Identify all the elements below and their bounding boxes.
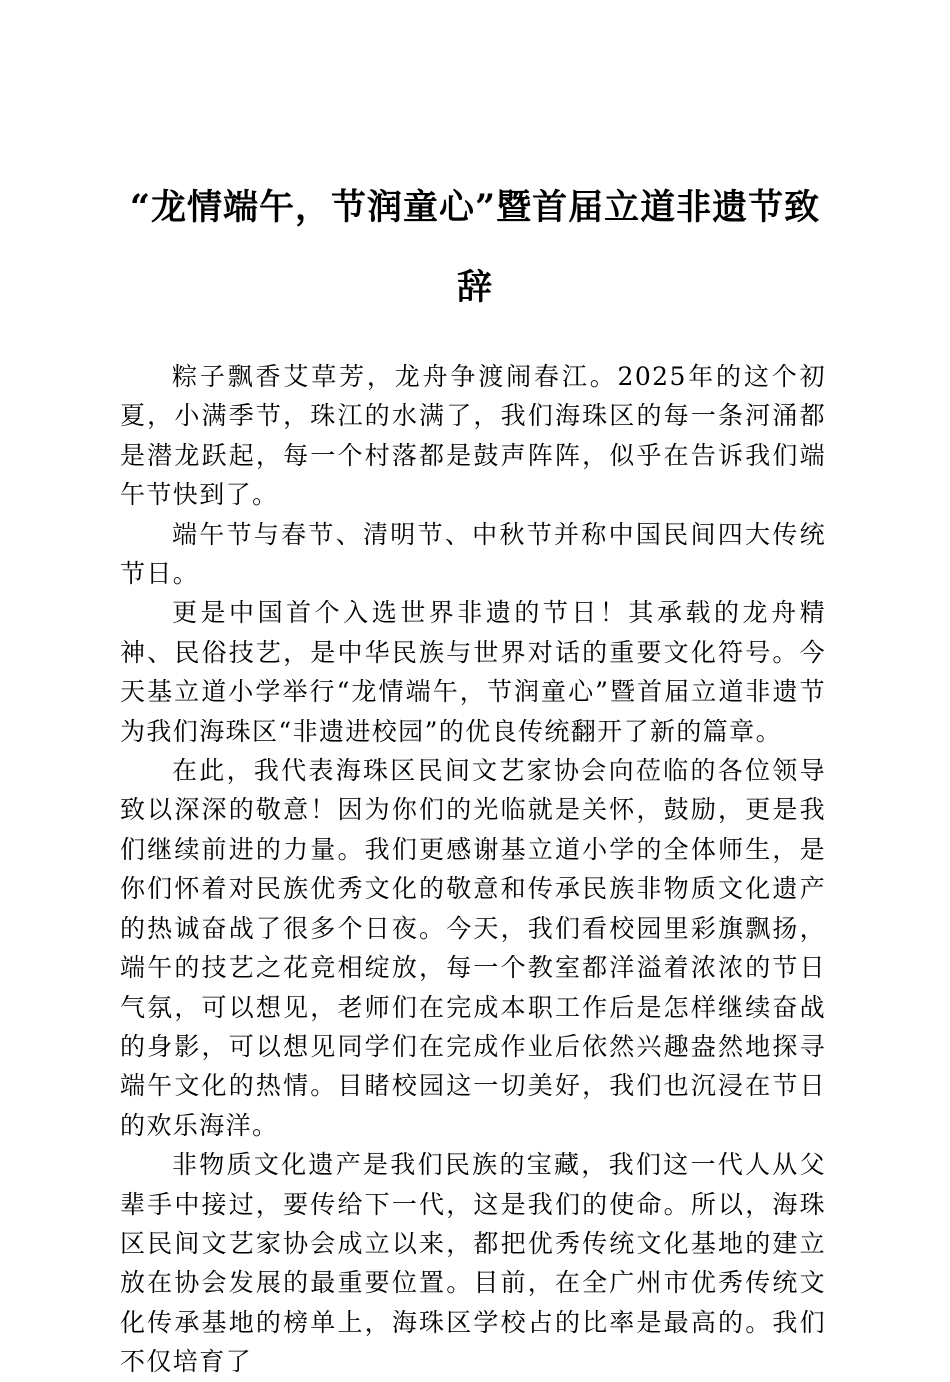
paragraph: 端午节与春节、清明节、中秋节并称中国民间四大传统节日。 xyxy=(120,519,826,589)
document-body xyxy=(120,357,826,1382)
paragraph: 更是中国首个入选世界非遗的节日！其承载的龙舟精神、民俗技艺，是中华民族与世界对话的重要文化符号。今天基立道小学举行“龙情端午，节润童心”暨首届立道非遗节为我们海珠区“非遗进校园”的优良传统翻开了新的篇章。 xyxy=(120,598,826,746)
document-title: “龙情端午，节润童心”暨首届立道非遗节致辞 xyxy=(129,187,821,308)
paragraph: 非物质文化遗产是我们民族的宝藏，我们这一代人从父辈手中接过，要传给下一代，这是我们的使命。所以，海珠区民间文艺家协会成立以来，都把优秀传统文化基地的建立放在协会发展的最重要位置。目前，在全广州市优秀传统文化传承基地的榜单上，海珠区学校占的比率是最高的。我们不仅培育了 xyxy=(120,1150,826,1377)
paragraph: 粽子飘香艾草芳，龙舟争渡闹春江。2025年的这个初夏，小满季节，珠江的水满了，我们海珠区的每一条河涌都是潜龙跃起，每一个村落都是鼓声阵阵，似乎在告诉我们端午节快到了。 xyxy=(120,362,826,510)
paragraph: 在此，我代表海珠区民间文艺家协会向莅临的各位领导致以深深的敬意！因为你们的光临就是关怀，鼓励，更是我们继续前进的力量。我们更感谢基立道小学的全体师生，是你们怀着对民族优秀文化的敬意和传承民族非物质文化遗产的热诚奋战了很多个日夜。今天，我们看校园里彩旗飘扬，端午的技艺之花竞相绽放，每一个教室都洋溢着浓浓的节日气氛，可以想见，老师们在完成本职工作后是怎样继续奋战的身影，可以想见同学们在完成作业后依然兴趣盎然地探寻端午文化的热情。目睹校园这一切美好，我们也沉浸在节日的欢乐海洋。 xyxy=(120,756,826,1140)
